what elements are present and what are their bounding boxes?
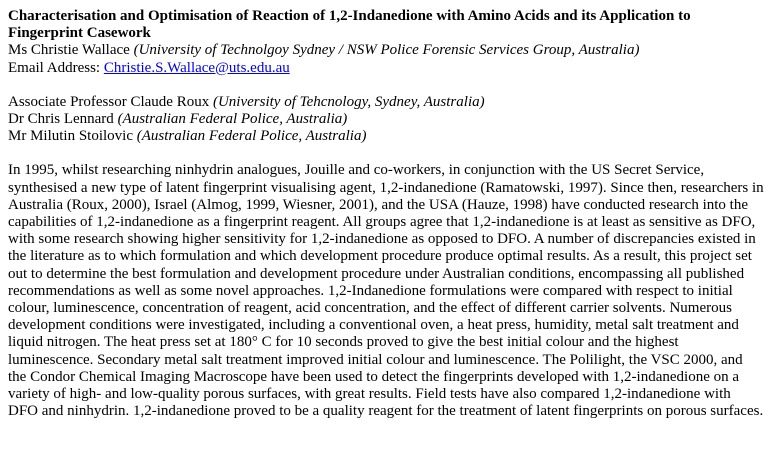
primary-author-name: Ms Christie Wallace (8, 42, 130, 59)
coauthor-affiliation: (University of Tehcnology, Sydney, Australia) (212, 93, 485, 110)
paper-title: Characterisation and Optimisation of Reaction of 1,2-Indanedione with Amino Acids and its Application to Fingerprint Casework (8, 8, 691, 42)
coauthor-name: Mr Milutin Stoilovic (8, 128, 134, 145)
coauthor-line (8, 94, 764, 111)
email-line (8, 60, 764, 77)
primary-author-line (8, 42, 764, 59)
email-label: Email Address: (8, 59, 101, 76)
abstract-body: In 1995, whilst researching ninhydrin analogues, Jouille and co-workers, in conjunction with the US Secret Service, synthesised a new type of latent fingerprint visualising agent, 1,2-indanedione (Ramatowski, 1997). Since then, researchers in Australia (Roux, 2000), Israel (Almog, 1999, Wiesner, 2001), and the USA (Hauze, 1998) have conducted research into the capabilities of 1,2-indanedione as a fingerprint reagent. All groups agree that 1,2-indanedione is at least as sensitive as DFO, with some research showing higher sensitivity for 1,2-indanedione as opposed to DFO. A number of discrepancies existed in the literature as to which formulation and which development procedure produce optimal results. As a result, this project set out to determine the best formulation and development procedure under Australian conditions, encompassing all published recommendations as well as some novel approaches. 1,2-Indanedione formulations were compared with respect to initial colour, luminescence, concentration of reagent, acid concentration, and the effect of different carrier solvents. Numerous development conditions were investigated, including a conventional oven, a heat press, humidity, metal salt treatment and liquid nitrogen. The heat press set at 180° C for 10 seconds proved to give the best initial colour and the highest luminescence. Secondary metal salt treatment improved initial colour and luminescence. The Polilight, the VSC 2000, and the Condor Chemical Imaging Macroscope have been used to detect the fingerprints developed with 1,2-indanedione on a variety of high- and low-quality porous surfaces, with great results. Field tests have also compared 1,2-indanedione with DFO and ninhydrin. 1,2-indanedione proved to be a quality reagent for the treatment of latent fingerprints on porous surfaces. (8, 162, 764, 420)
coauthor-name: Associate Professor Claude Roux (8, 93, 210, 110)
coauthor-line (8, 128, 764, 145)
coauthor-affiliation: (Australian Federal Police, Australia) (136, 128, 367, 145)
coauthor-affiliation: (Australian Federal Police, Australia) (117, 111, 348, 128)
primary-author-affiliation: (University of Technolgoy Sydney / NSW Police Forensic Services Group, Australia) (133, 42, 640, 59)
spacer (8, 145, 764, 162)
email-link[interactable]: Christie.S.Wallace@uts.edu.au (103, 59, 290, 76)
coauthor-line (8, 111, 764, 128)
spacer (8, 77, 764, 94)
coauthor-name: Dr Chris Lennard (8, 111, 114, 128)
